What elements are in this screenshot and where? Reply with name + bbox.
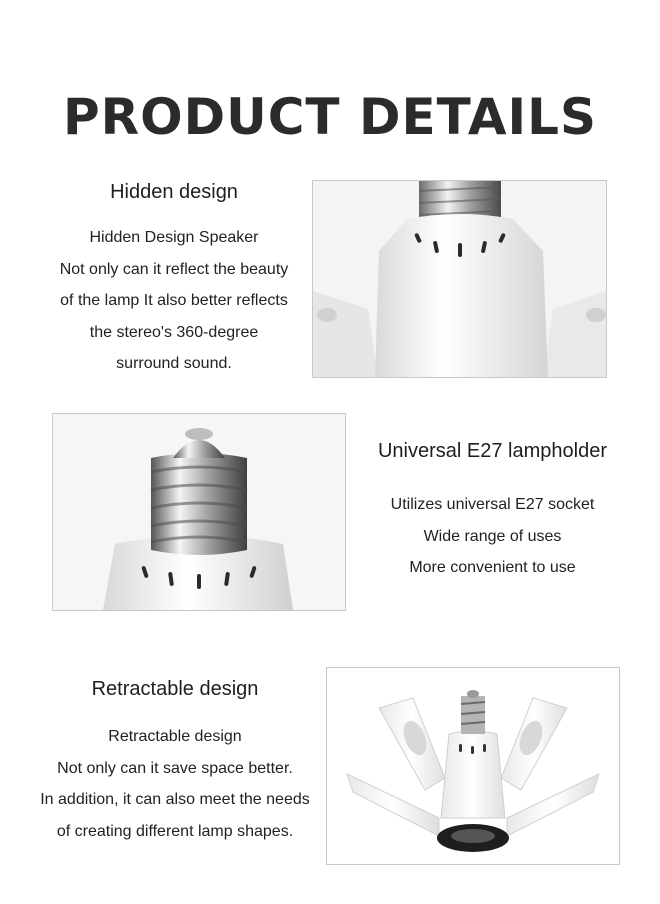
section-e27-text [350, 440, 635, 584]
section-heading: Universal E27 lampholder [377, 440, 607, 462]
section-heading: Hidden design [110, 181, 238, 203]
section-hidden-design-text [28, 181, 320, 380]
section-line: of creating different lamp shapes. [56, 822, 294, 840]
section-line: surround sound. [116, 355, 232, 372]
section-line: Utilizes universal E27 socket [390, 496, 595, 513]
section-line: Not only can it save space better. [57, 759, 293, 777]
e27-socket-closeup-icon [53, 414, 345, 610]
section-line: Hidden Design Speaker [89, 229, 259, 246]
section-line: of the lamp It also better reflects [60, 292, 288, 309]
section-line: the stereo's 360-degree [89, 323, 259, 341]
section-line: In addition, it can also meet the needs [40, 791, 310, 808]
section-line: More convenient to use [409, 559, 576, 576]
e27-socket-image [52, 413, 346, 611]
section-line: Retractable design [108, 728, 242, 745]
hidden-design-image [312, 180, 607, 378]
retractable-image [326, 667, 620, 865]
section-line: Wide range of uses [423, 527, 562, 545]
lamp-speaker-closeup-icon [313, 181, 606, 377]
section-retractable-text [20, 678, 330, 847]
foldable-lamp-icon [327, 668, 619, 864]
section-heading: Retractable design [91, 678, 259, 700]
section-line: Not only can it reflect the beauty [59, 260, 289, 278]
page-title: PRODUCT DETAILS [62, 88, 598, 146]
